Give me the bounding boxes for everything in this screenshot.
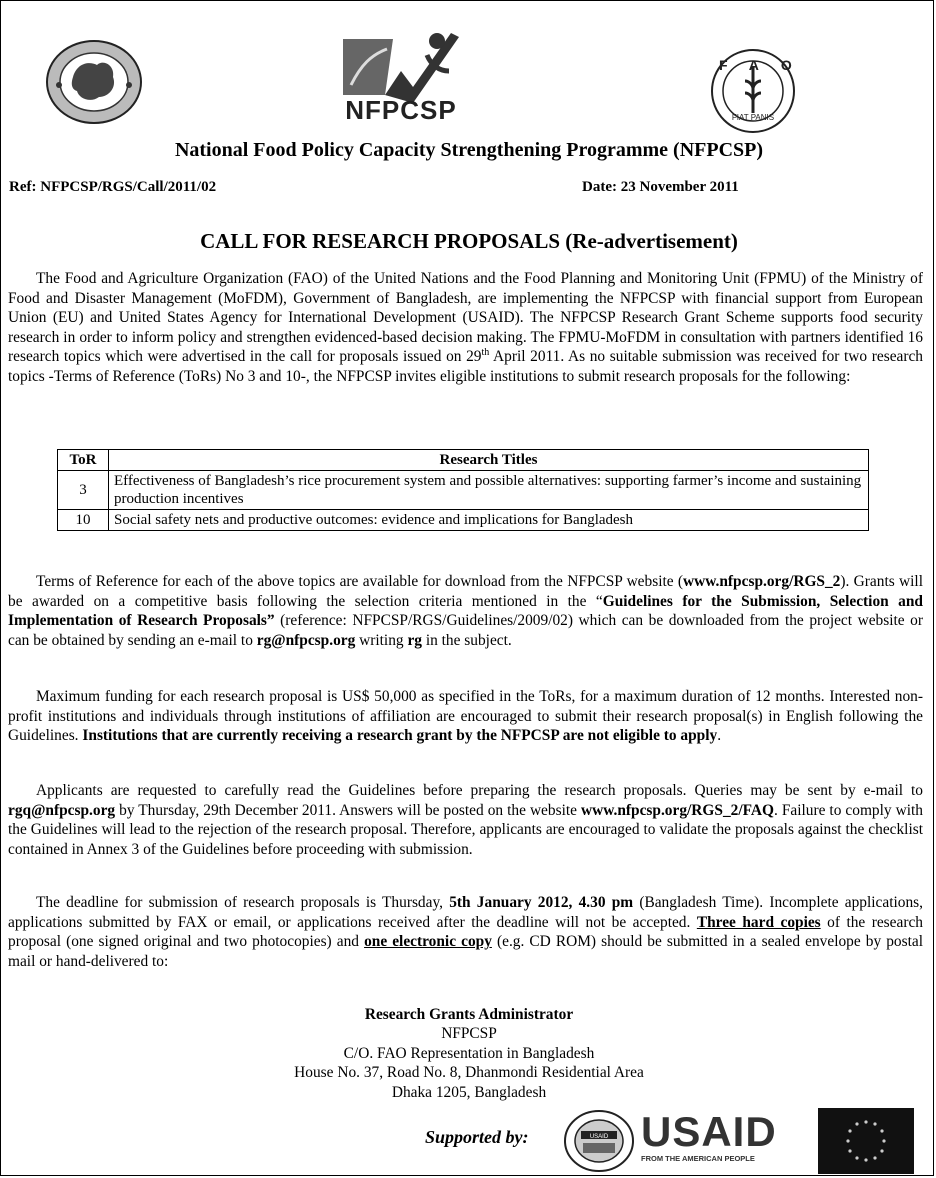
research-topics-table [57, 449, 869, 531]
tor-number: 3 [58, 471, 109, 510]
address-line: House No. 37, Road No. 8, Dhanmondi Residential Area [294, 1064, 644, 1082]
usaid-logo-text: USAID [641, 1108, 777, 1155]
p5-text: The deadline for submission of research proposals is Thursday, [36, 894, 450, 911]
intro-paragraph [8, 269, 923, 387]
rg-email-link[interactable]: rg@nfpcsp.org [256, 631, 356, 649]
p2-text: Terms of Reference for each of the above topics are available for download from the NFPCSP website ( [36, 573, 684, 590]
table-row [58, 510, 869, 531]
p2-text: in the subject. [421, 631, 512, 649]
email-subject: rg [407, 631, 422, 649]
supported-by-label: Supported by: [425, 1127, 529, 1147]
p5-text: (Bangladesh Time). Incomplete applications, applications submitted by FAX or email, or applications received after the deadline will not be accepted. [8, 894, 923, 931]
p5-text: of the research proposal (one signed original and two photocopies) and [8, 913, 923, 951]
queries-paragraph [8, 781, 923, 859]
bangladesh-emblem-icon [45, 39, 143, 125]
p4-text: . Failure to comply with the Guidelines will lead to the rejection of the research proposal. Therefore, applicants are encouraged to validate the proposals against the checklist contained in Annex 3 of the Guidelines before proceeding with submission. [8, 801, 923, 858]
issue-date: Date: 23 November 2011 [582, 179, 739, 195]
usaid-seal-text: USAID [589, 1134, 609, 1140]
tor-number: 10 [58, 510, 109, 531]
intro-text-2: April 2011. As no suitable submission was received for two research topics -Terms of Reference (ToRs) No 3 and 10-, the NFPCSP invites eligible institutions to submit research proposals for the following: [8, 348, 924, 385]
programme-title: National Food Policy Capacity Strengthening Programme (NFPCSP) [174, 139, 764, 161]
hard-copies-note: Three hard copies [696, 913, 821, 931]
nfpcsp-logo-text: NFPCSP [345, 95, 457, 125]
faq-website-link[interactable]: www.nfpcsp.org/RGS_2/FAQ [580, 801, 774, 819]
fao-motto: FIAT PANIS [731, 113, 775, 122]
tor-column-header: ToR [58, 450, 109, 471]
tor-website-link[interactable]: www.nfpcsp.org/RGS_2 [683, 573, 841, 590]
funding-paragraph [8, 687, 923, 746]
usaid-tagline: FROM THE AMERICAN PEOPLE [641, 1154, 755, 1163]
submission-address [1, 1005, 936, 1102]
titles-column-header: Research Titles [109, 450, 869, 471]
submission-deadline: 5th January 2012, 4.30 pm [449, 894, 634, 911]
rgq-email-link[interactable]: rgq@nfpcsp.org [8, 801, 116, 819]
eligibility-note: Institutions that are currently receiving a research grant by the NFPCSP are not eligible to apply [82, 727, 718, 745]
p2-text: ). Grants will be awarded on a competitive basis following the selection criteria mentioned in the “ [8, 573, 923, 610]
p3-text: . [717, 727, 722, 745]
table-header-row [58, 450, 869, 471]
address-title: Research Grants Administrator [364, 1006, 574, 1023]
tor-download-paragraph [8, 572, 923, 650]
research-title: Effectiveness of Bangladesh’s rice procurement system and possible alternatives: supporting farmer’s income and sustaining production incentives [109, 471, 869, 510]
address-line: C/O. FAO Representation in Bangladesh [343, 1044, 595, 1062]
eu-flag-icon [818, 1108, 914, 1174]
p3-text: Maximum funding for each research proposal is US$ 50,000 as specified in the ToRs, for a maximum duration of 12 months. Interested non-profit institutions and individuals through institutions of affiliation are encouraged to submit their research proposal(s) in English following the Guidelines. [8, 688, 923, 745]
deadline-paragraph [8, 893, 923, 971]
nfpcsp-logo-icon [341, 25, 461, 103]
page-heading: CALL FOR RESEARCH PROPOSALS (Re-advertisement) [200, 229, 738, 253]
logo-row [1, 25, 936, 135]
p4-text: by Thursday, 29th December 2011. Answers will be posted on the website [115, 801, 581, 819]
table-row [58, 471, 869, 510]
fao-logo-letters: FAO [719, 57, 814, 73]
address-line: Dhaka 1205, Bangladesh [391, 1083, 547, 1101]
p2-text: (reference: NFPCSP/RGS/Guidelines/2009/02) which can be downloaded from the project website or can be obtained by sending an e-mail to [8, 612, 923, 649]
electronic-copy-note: one electronic copy [364, 933, 492, 951]
usaid-seal-icon [563, 1109, 635, 1173]
p4-text: Applicants are requested to carefully read the Guidelines before preparing the research proposals. Queries may be sent by e-mail to [36, 782, 923, 799]
guidelines-title: Guidelines for the Submission, Selection and Implementation of Research Proposals” [8, 592, 923, 630]
p2-text: writing [355, 631, 408, 649]
address-line: NFPCSP [441, 1025, 497, 1043]
intro-text-1: The Food and Agriculture Organization (FAO) of the United Nations and the Food Planning and Monitoring Unit (FPMU) of the Ministry of Food and Disaster Management (MoFDM), Government of Bangladesh, are implementing the NFPCSP with financial support from European Union (EU) and United States Agency for International Development (USAID). The NFPCSP Research Grant Scheme supports food security research in order to inform policy and strengthen evidenced-based decision making. The FPMU-MoFDM in consultation with partners identified 16 research topics which were advertised in the call for proposals issued on 29 [8, 270, 923, 366]
intro-superscript: th [481, 347, 490, 359]
p5-text: (e.g. CD ROM) should be submitted in a sealed envelope by postal mail or hand-delivered to: [8, 933, 923, 970]
reference-number: Ref: NFPCSP/RGS/Call/2011/02 [9, 179, 217, 195]
research-title: Social safety nets and productive outcomes: evidence and implications for Bangladesh [109, 510, 869, 531]
